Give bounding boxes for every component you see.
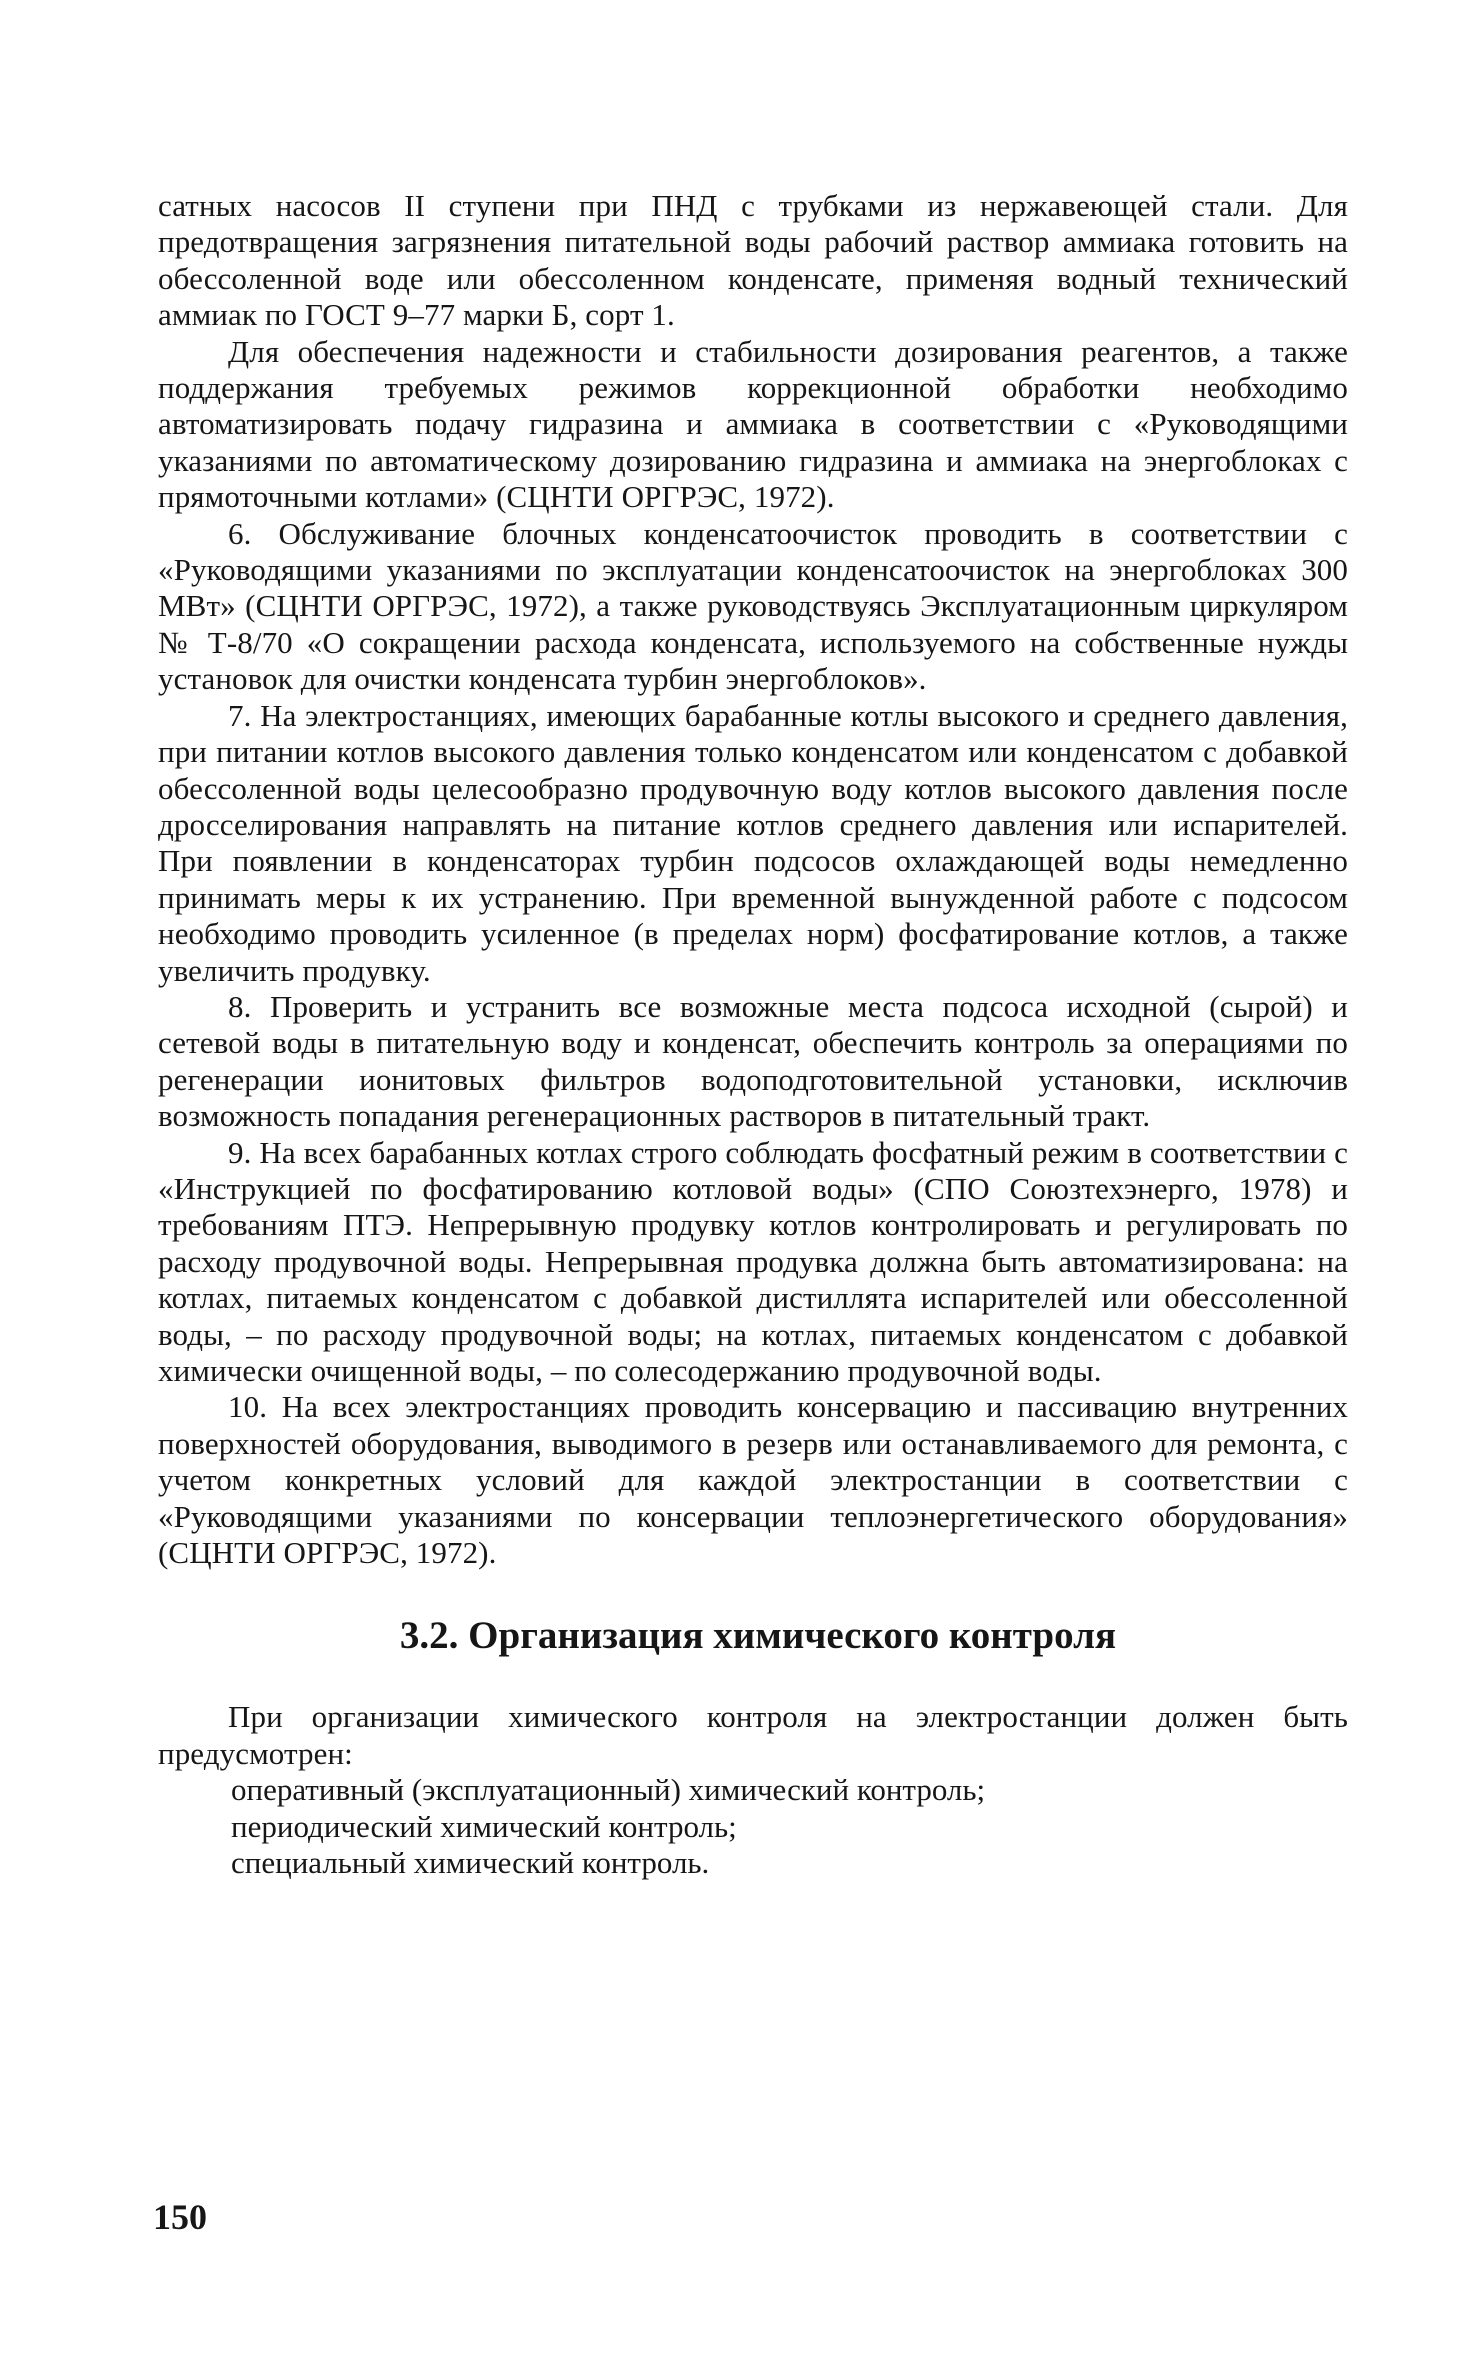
- page-number: 150: [153, 2197, 207, 2237]
- paragraph-intro: При организации химического контроля на электростанции должен быть предусмотрен:: [158, 1699, 1348, 1771]
- list-item: специальный химический контроль.: [231, 1845, 710, 1881]
- paragraph-reagent-dosing: Для обеспечения надежности и стабильности дозирования реагентов, а также поддержания требуемых режимов коррекционной обработки необходимо автоматизировать подачу гидразина и аммиака в соответствии с «Руководящими указаниями по автоматическому дозированию гидразина и аммиака на энергоблоках с прямоточными котлами» (СЦНТИ ОРГРЭС, 1972).: [158, 333, 1348, 515]
- paragraph-item-7: 7. На электростанциях, имеющих барабанные котлы высокого и среднего давления, при питании котлов высокого давления только конденсатом или конденсатом с добавкой обессоленной воды целесообразно продувочную воду котлов высокого давления после дросселирования направлять на питание котлов среднего давления или испарителей. При появлении в конденсаторах турбин подсосов охлаждающей воды немедленно принимать меры к их устранению. При временной вынужденной работе с подсосом необходимо проводить усиленное (в пределах норм) фосфатирование котлов, а также увеличить продувку.: [158, 697, 1348, 988]
- list-item: оперативный (эксплуатационный) химический контроль;: [231, 1772, 986, 1808]
- section-heading: 3.2. Организация химического контроля: [399, 1614, 1117, 1658]
- paragraph-item-6: 6. Обслуживание блочных конденсатоочисток проводить в соответствии с «Руководящими указаниями по эксплуатации конденсатоочисток на энергоблоках 300 МВт» (СЦНТИ ОРГРЭС, 1972), а также руководствуясь Эксплуатационным циркуляром № Т-8/70 «О сокращении расхода конденсата, используемого на собственные нужды установок для очистки конденсата турбин энергоблоков».: [158, 515, 1348, 697]
- list-item: периодический химический контроль;: [231, 1808, 737, 1844]
- page-body: [158, 188, 1348, 1881]
- paragraph-continuation: сатных насосов II ступени при ПНД с трубками из нержавеющей стали. Для предотвращения загрязнения питательной воды рабочий раствор аммиака готовить на обессоленной воде или обессоленном конденсате, применяя водный технический аммиак по ГОСТ 9–77 марки Б, сорт 1.: [158, 188, 1348, 333]
- paragraph-item-8: 8. Проверить и устранить все возможные места подсоса исходной (сырой) и сетевой воды в питательную воду и конденсат, обеспечить контроль за операциями по регенерации ионитовых фильтров водоподготовительной установки, исключив возможность попадания регенерационных растворов в питательный тракт.: [158, 988, 1348, 1134]
- paragraph-item-9: 9. На всех барабанных котлах строго соблюдать фосфатный режим в соответствии с «Инструкцией по фосфатированию котловой воды» (СПО Союзтехэнерго, 1978) и требованиям ПТЭ. Непрерывную продувку котлов контролировать и регулировать по расходу продувочной воды. Непрерывная продувка должна быть автоматизирована: на котлах, питаемых конденсатом с добавкой дистиллята испарителей или обессоленной воды, – по расходу продувочной воды; на котлах, питаемых конденсатом с добавкой химически очищенной воды, – по солесодержанию продувочной воды.: [158, 1134, 1348, 1388]
- paragraph-item-10: 10. На всех электростанциях проводить консервацию и пассивацию внутренних поверхностей оборудования, выводимого в резерв или останавливаемого для ремонта, с учетом конкретных условий для каждой электростанции в соответствии с «Руководящими указаниями по консервации теплоэнергетического оборудования» (СЦНТИ ОРГРЭС, 1972).: [158, 1389, 1348, 1571]
